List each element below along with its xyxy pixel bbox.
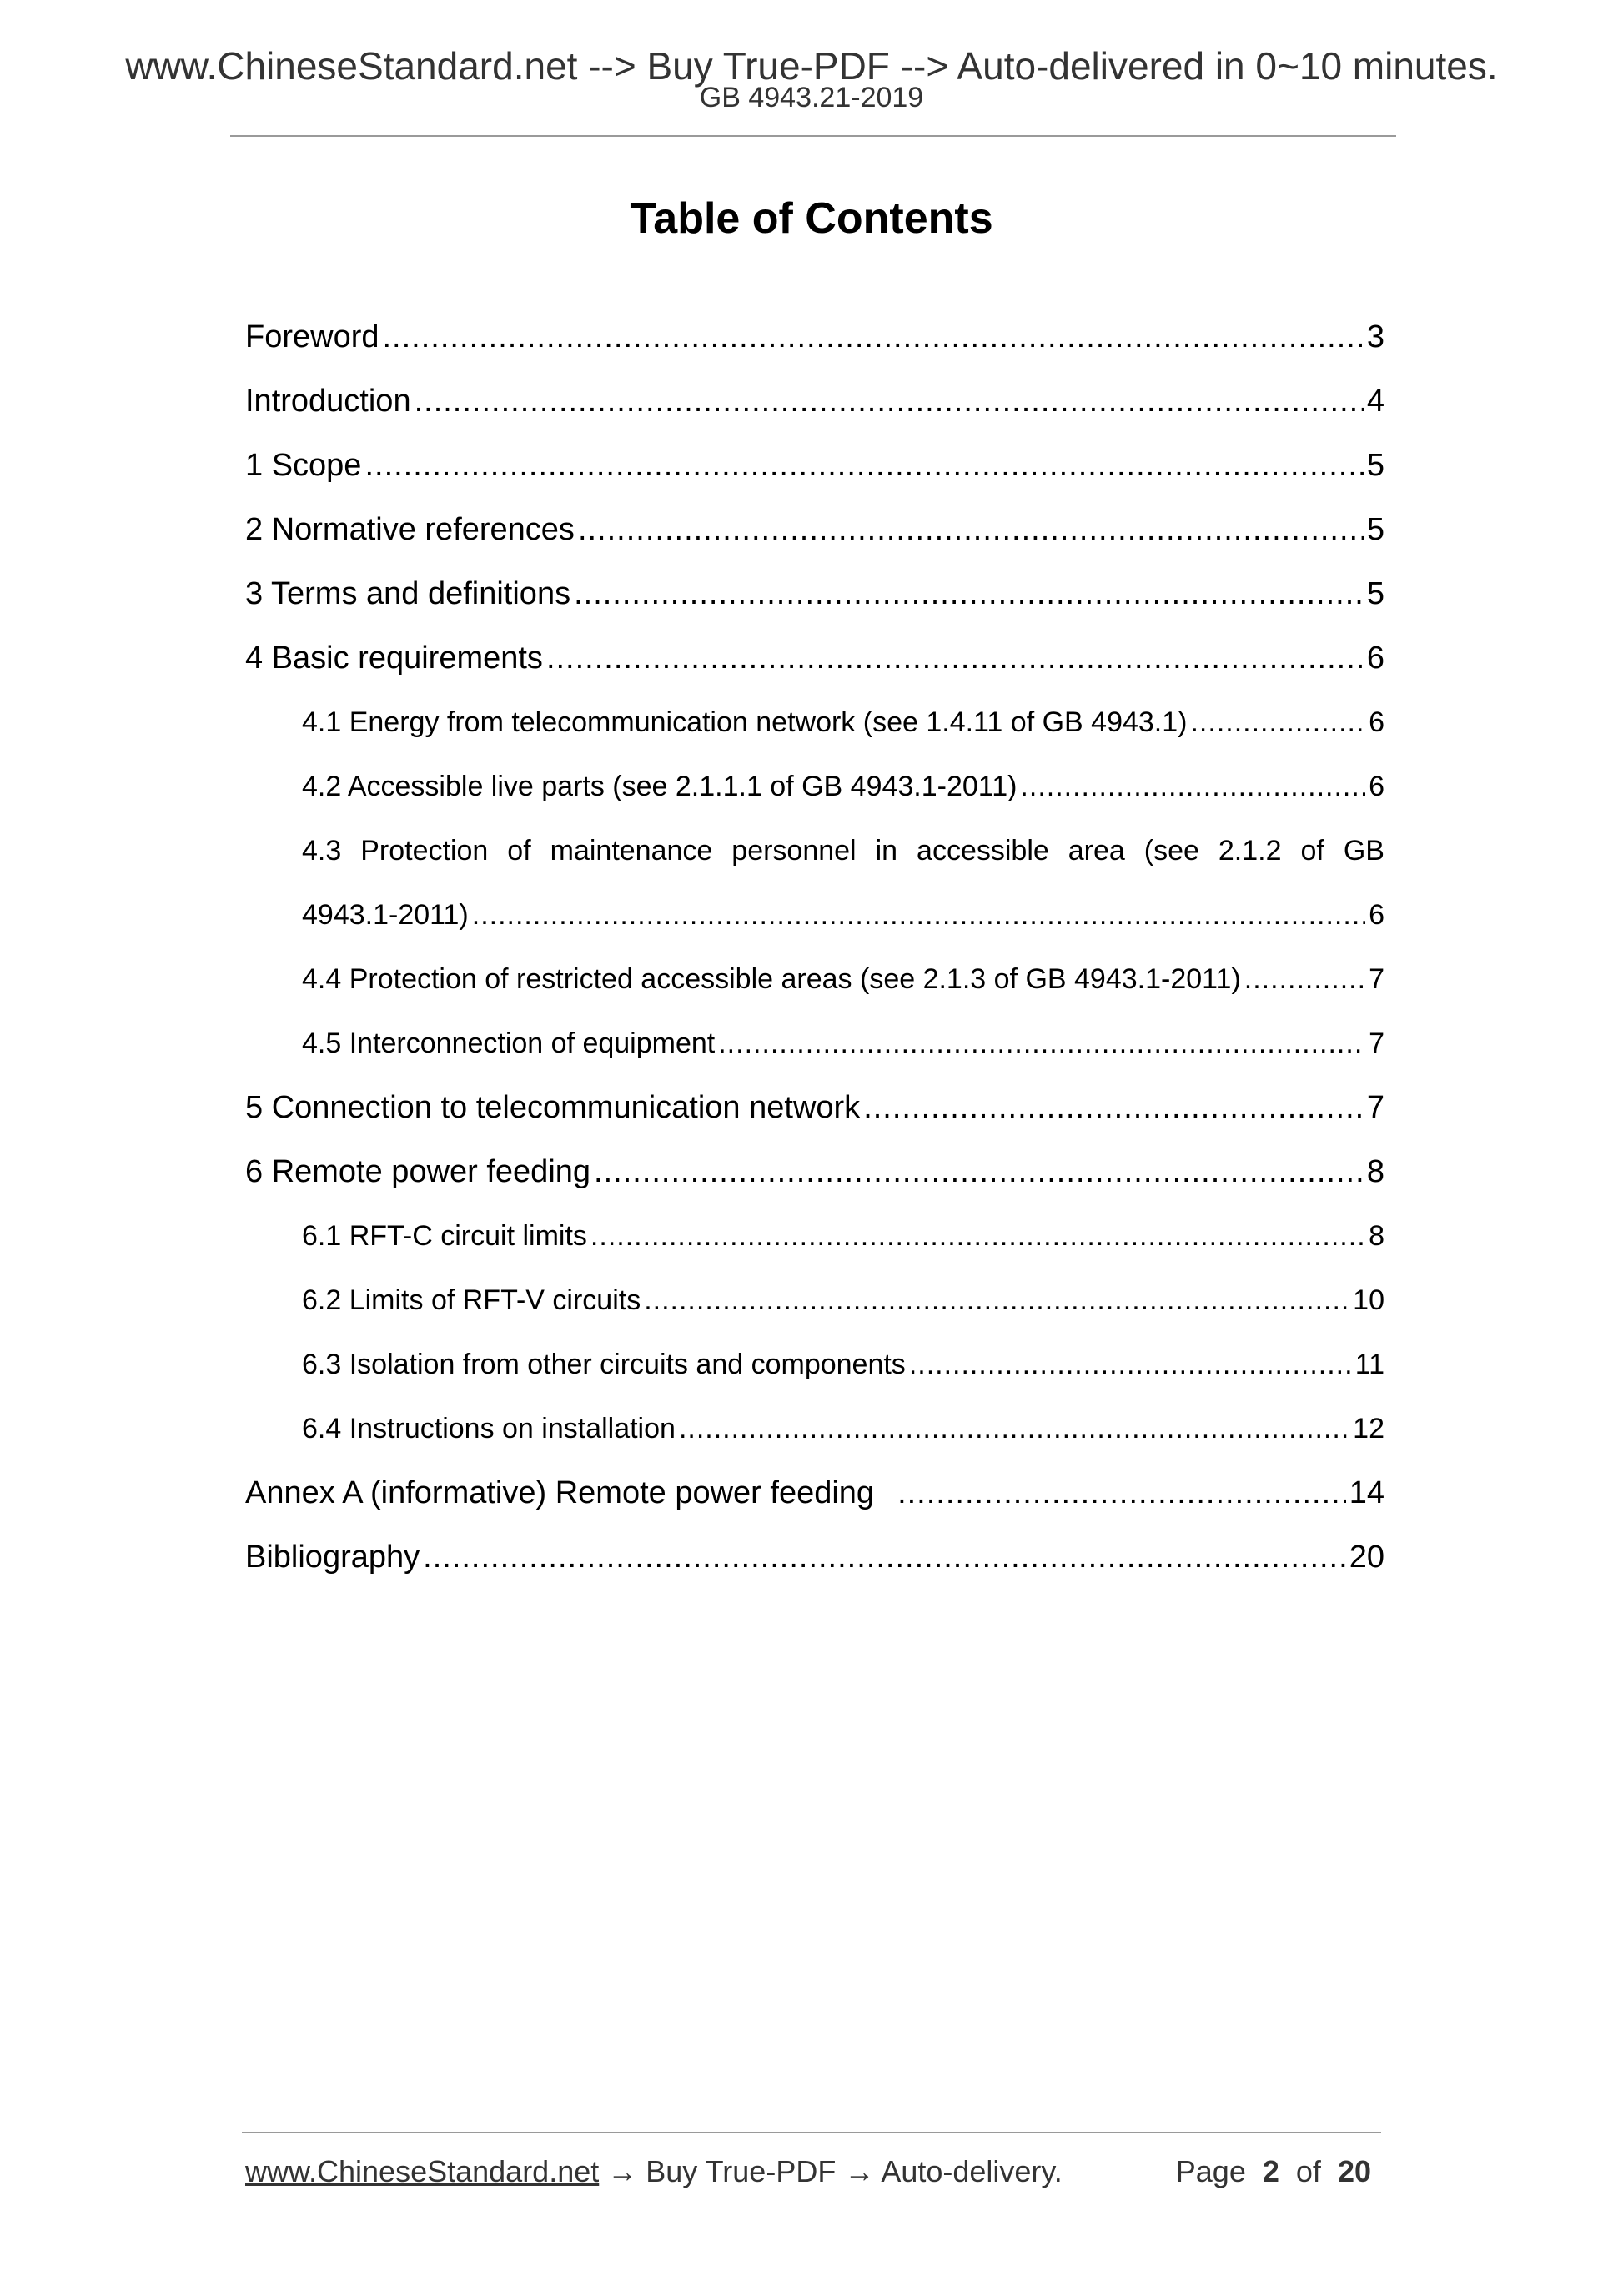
toc-entry-4-1[interactable] — [245, 694, 1384, 758]
toc-entry-text: 5 Connection to telecommunication network — [245, 1090, 861, 1125]
toc-leader-dots — [423, 1529, 1346, 1585]
toc-entry-word: 4.3 — [302, 835, 342, 867]
toc-entry-word: of — [507, 835, 531, 867]
document-code: GB 4943.21-2019 — [699, 82, 924, 113]
toc-entry-text: 4.2 Accessible live parts (see 2.1.1.1 of GB 4943.1-2011) — [302, 771, 1018, 802]
toc-page-number: 7 — [1366, 1090, 1384, 1125]
toc-entry-text: 4.4 Protection of restricted accessible areas (see 2.1.3 of GB 4943.1-2011) — [302, 963, 1241, 995]
toc-entry-remote-power-feeding[interactable] — [245, 1143, 1384, 1208]
toc-leader-dots — [644, 1272, 1349, 1329]
footer-site-link[interactable]: www.ChineseStandard.net — [245, 2154, 600, 2188]
table-of-contents — [245, 309, 1384, 1593]
toc-entry-word: accessible — [917, 835, 1049, 867]
toc-entry-connection-to-telecommunication-network[interactable] — [245, 1079, 1384, 1143]
toc-entry-text: 2 Normative references — [245, 512, 575, 547]
toc-entry-text: 6.4 Instructions on installation — [302, 1413, 676, 1444]
toc-leader-dots — [574, 565, 1364, 622]
toc-entry-6-4[interactable] — [245, 1400, 1384, 1465]
toc-entry-word: in — [875, 835, 898, 867]
toc-entry-introduction[interactable] — [245, 373, 1384, 437]
toc-entry-text: Annex A (informative) Remote power feeding — [245, 1475, 875, 1510]
toc-entry-word: 2.1.2 — [1218, 835, 1282, 867]
toc-entry-terms-and-definitions[interactable] — [245, 565, 1384, 630]
toc-page-number: 5 — [1366, 448, 1384, 483]
page-title: Table of Contents — [630, 194, 993, 243]
toc-entry-6-3[interactable] — [245, 1336, 1384, 1400]
toc-entry-text: Introduction — [245, 384, 411, 419]
toc-entry-word: (see — [1143, 835, 1199, 867]
toc-entry-text: Foreword — [245, 319, 379, 354]
toc-leader-dots — [718, 1015, 1365, 1072]
toc-page-number: 3 — [1366, 319, 1384, 354]
toc-entry-scope[interactable] — [245, 437, 1384, 501]
toc-entry-text: 4 Basic requirements — [245, 641, 543, 676]
toc-entry-text: 6 Remote power feeding — [245, 1154, 591, 1189]
toc-leader-dots — [415, 373, 1364, 430]
page-counter — [1176, 2153, 1371, 2190]
toc-page-number: 4 — [1366, 384, 1384, 419]
toc-page-number: 11 — [1354, 1349, 1384, 1380]
toc-entry-word: GB — [1343, 835, 1384, 867]
toc-entry-text: Bibliography — [245, 1540, 420, 1575]
site-banner: www.ChineseStandard.net --> Buy True-PDF --> Auto-delivered in 0~10 minutes. — [125, 44, 1498, 88]
toc-page-number: 14 — [1349, 1475, 1384, 1510]
toc-leader-dots — [909, 1336, 1352, 1393]
toc-leader-dots — [594, 1143, 1364, 1200]
toc-leader-dots — [1244, 951, 1365, 1007]
toc-leader-dots — [897, 1465, 1346, 1521]
toc-page-number: 5 — [1366, 512, 1384, 547]
toc-leader-dots — [546, 630, 1364, 686]
toc-entry-text: 6.2 Limits of RFT-V circuits — [302, 1284, 641, 1316]
toc-entry-text: 3 Terms and definitions — [245, 576, 571, 611]
toc-entry-text: 1 Scope — [245, 448, 362, 483]
toc-page-number: 12 — [1353, 1413, 1384, 1444]
total-pages-number: 20 — [1337, 2154, 1371, 2188]
toc-entry-4-4[interactable] — [245, 951, 1384, 1015]
toc-entry-word: Protection — [360, 835, 489, 867]
toc-leader-dots — [590, 1208, 1365, 1264]
toc-entry-bibliography[interactable] — [245, 1529, 1384, 1593]
toc-page-number: 7 — [1369, 1027, 1384, 1059]
toc-entry-4-5[interactable] — [245, 1015, 1384, 1079]
toc-entry-word: of — [1300, 835, 1324, 867]
footer-divider — [242, 2132, 1381, 2133]
toc-page-number: 6 — [1369, 706, 1384, 738]
toc-leader-dots — [364, 437, 1363, 494]
toc-entry-text: 6.3 Isolation from other circuits and components — [302, 1349, 906, 1380]
toc-page-number: 8 — [1369, 1220, 1384, 1252]
toc-entry-6-1[interactable] — [245, 1208, 1384, 1272]
header-divider — [230, 135, 1396, 137]
current-page-number: 2 — [1262, 2154, 1279, 2188]
footer-tagline: → Buy True-PDF → Auto-delivery. — [599, 2154, 1063, 2188]
toc-leader-dots — [1020, 758, 1365, 815]
toc-entry-text-continued: 4943.1-2011) — [302, 899, 469, 931]
toc-page-number: 8 — [1366, 1154, 1384, 1189]
toc-leader-dots — [679, 1400, 1349, 1457]
toc-entry-normative-references[interactable] — [245, 501, 1384, 565]
toc-leader-dots — [383, 309, 1364, 365]
toc-entry-basic-requirements[interactable] — [245, 630, 1384, 694]
toc-entry-4-2[interactable] — [245, 758, 1384, 822]
toc-page-number: 6 — [1369, 771, 1384, 802]
toc-entry-text: 6.1 RFT-C circuit limits — [302, 1220, 587, 1252]
toc-leader-dots — [1190, 694, 1365, 751]
toc-entry-word: personnel — [731, 835, 857, 867]
toc-leader-dots — [863, 1079, 1364, 1136]
toc-entry-text: 4.5 Interconnection of equipment — [302, 1027, 716, 1059]
toc-entry-text — [302, 822, 1384, 887]
toc-entry-foreword[interactable] — [245, 309, 1384, 373]
of-label: of — [1295, 2154, 1321, 2188]
page-label: Page — [1175, 2154, 1246, 2188]
toc-entry-word: maintenance — [550, 835, 713, 867]
toc-leader-dots — [472, 887, 1365, 943]
toc-entry-annex-a[interactable] — [245, 1465, 1384, 1529]
toc-entry-4-3[interactable] — [245, 822, 1384, 951]
toc-entry-text: 4.1 Energy from telecommunication network (see 1.4.11 of GB 4943.1) — [302, 706, 1188, 738]
toc-entry-word: area — [1068, 835, 1125, 867]
toc-page-number: 5 — [1366, 576, 1384, 611]
toc-page-number: 6 — [1366, 641, 1384, 676]
toc-leader-dots — [578, 501, 1364, 558]
toc-page-number: 20 — [1349, 1540, 1384, 1575]
footer-promo — [245, 2153, 1063, 2190]
toc-page-number: 6 — [1369, 899, 1384, 931]
toc-entry-6-2[interactable] — [245, 1272, 1384, 1336]
toc-page-number: 7 — [1369, 963, 1384, 995]
toc-page-number: 10 — [1353, 1284, 1384, 1316]
